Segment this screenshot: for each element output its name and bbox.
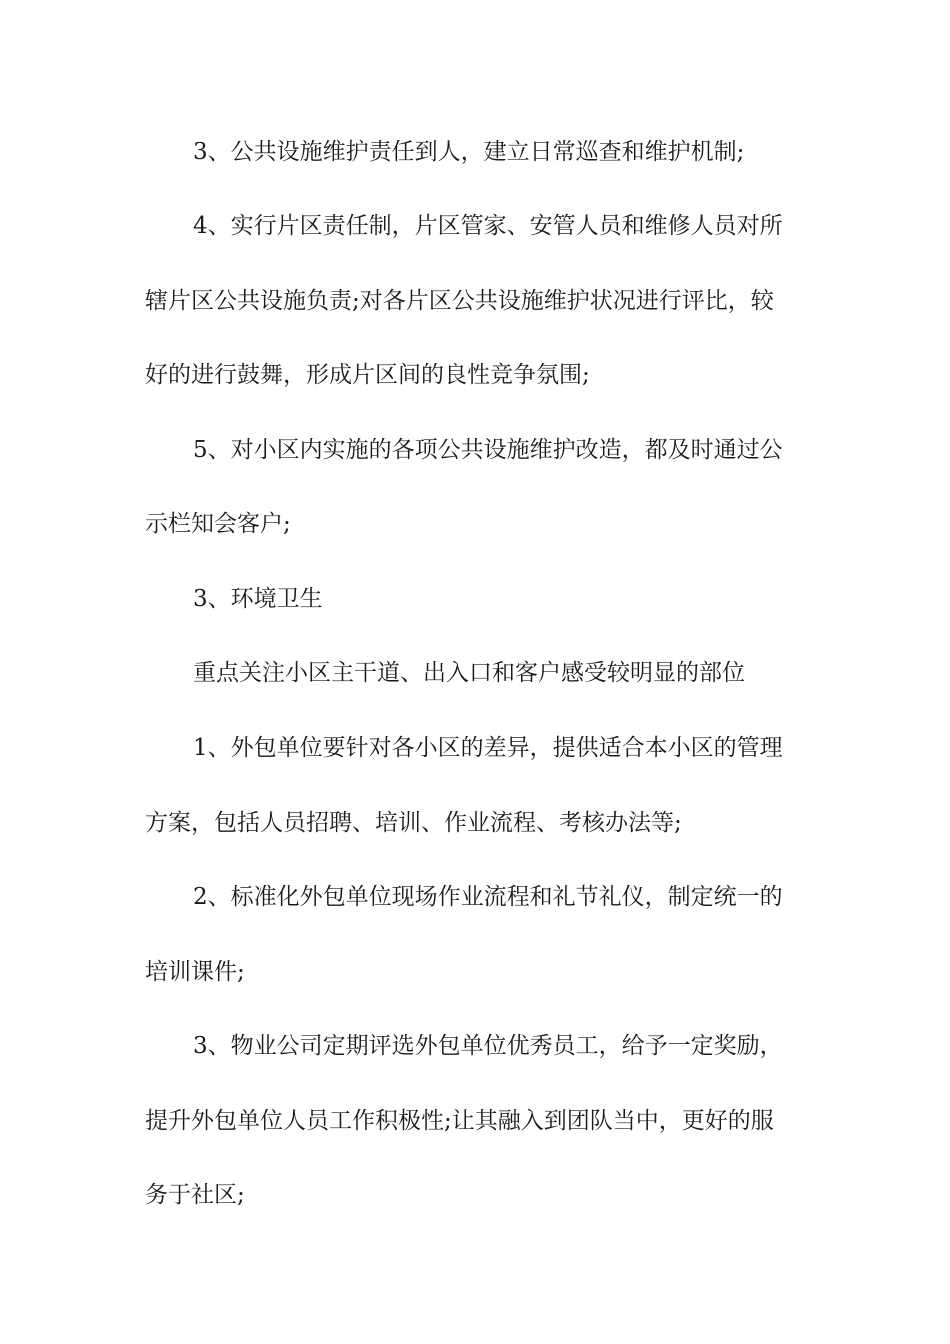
paragraph-line: 提升外包单位人员工作积极性;让其融入到团队当中，更好的服 — [145, 1108, 774, 1134]
paragraph-line: 3、公共设施维护责任到人，建立日常巡查和维护机制; — [193, 139, 745, 165]
paragraph-line: 培训课件; — [145, 959, 245, 985]
paragraph-line: 务于社区; — [145, 1182, 245, 1208]
paragraph-line: 4、实行片区责任制，片区管家、安管人员和维修人员对所 — [193, 213, 783, 239]
paragraph-line: 辖片区公共设施负责;对各片区公共设施维护状况进行评比，较 — [145, 288, 774, 314]
paragraph-line: 1、外包单位要针对各小区的差异，提供适合本小区的管理 — [193, 735, 783, 761]
paragraph-line: 方案，包括人员招聘、培训、作业流程、考核办法等; — [145, 810, 682, 836]
paragraph-line: 5、对小区内实施的各项公共设施维护改造，都及时通过公 — [193, 437, 783, 463]
section-heading: 3、环境卫生 — [193, 586, 323, 612]
paragraph-line: 示栏知会客户; — [145, 511, 291, 537]
paragraph-line: 2、标准化外包单位现场作业流程和礼节礼仪，制定统一的 — [193, 884, 783, 910]
paragraph-line: 好的进行鼓舞，形成片区间的良性竞争氛围; — [145, 362, 590, 388]
paragraph-line: 3、物业公司定期评选外包单位优秀员工，给予一定奖励， — [193, 1033, 783, 1059]
paragraph-line: 重点关注小区主干道、出入口和客户感受较明显的部位 — [193, 660, 745, 686]
